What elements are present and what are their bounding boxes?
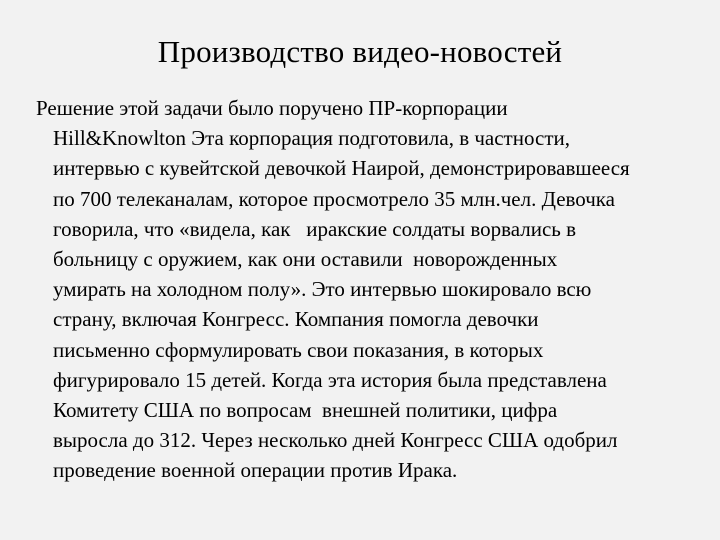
body-line: говорила, что «видела, как иракские солдаты ворвались в bbox=[53, 216, 577, 241]
body-line: интервью с кувейтской девочкой Наирой, демонстрировавшееся bbox=[53, 156, 630, 181]
body-line: выросла до 312. Через несколько дней Конгресс США одобрил bbox=[53, 428, 618, 453]
body-line: страну, включая Конгресс. Компания помогла девочки bbox=[53, 307, 539, 332]
body-line: умирать на холодном полу». Это интервью шокировало всю bbox=[53, 277, 592, 302]
body-line: письменно сформулировать свои показания, в которых bbox=[53, 337, 544, 362]
body-line: Решение этой задачи было поручено ПР-корпорации bbox=[36, 96, 508, 120]
slide-title: Производство видео-новостей bbox=[157, 34, 563, 69]
slide-body-paragraph bbox=[36, 93, 720, 486]
body-line: Комитету США по вопросам внешней политики, цифра bbox=[53, 398, 558, 423]
body-line: проведение военной операции против Ирака. bbox=[53, 458, 458, 483]
body-line: больницу с оружием, как они оставили новорожденных bbox=[53, 247, 558, 272]
body-line: фигурировало 15 детей. Когда эта история была представлена bbox=[53, 367, 607, 392]
body-line: Hill&Knowlton Эта корпорация подготовила, в частности, bbox=[53, 126, 570, 151]
body-line: по 700 телеканалам, которое просмотрело 35 млн.чел. Девочка bbox=[53, 186, 616, 211]
